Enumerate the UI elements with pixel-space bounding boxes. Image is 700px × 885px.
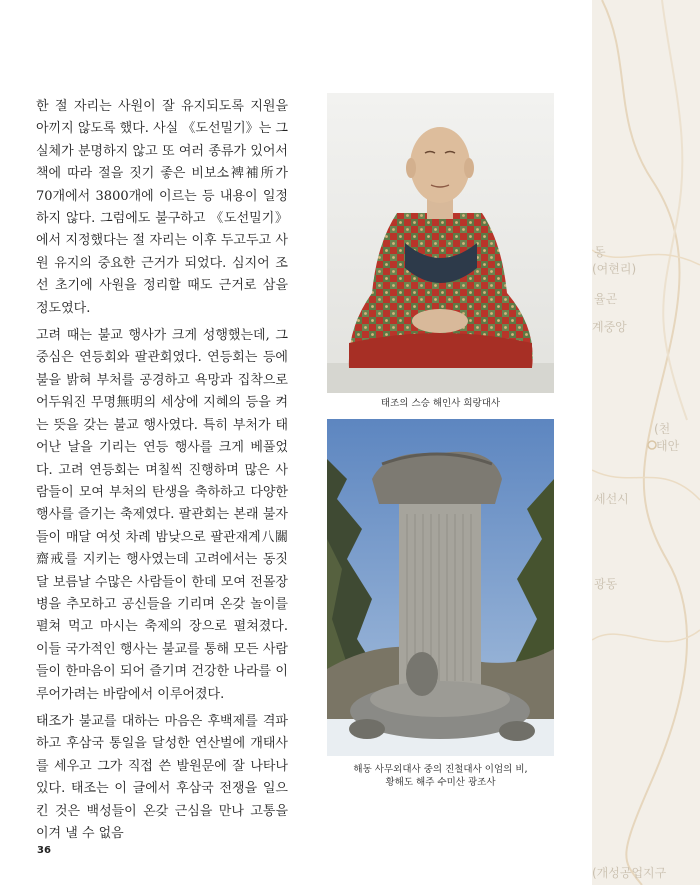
map-label: 태안 <box>656 439 680 453</box>
map-strip <box>592 0 700 885</box>
monk-photo-caption: 태조의 스승 해인사 희랑대사 <box>380 398 501 409</box>
paragraph: 태조가 불교를 대하는 마음은 후백제를 격파하고 후삼국 통일을 달성한 연산벌에 개태사를 세우고 그가 직접 쓴 발원문에 잘 나타나 있다. 태조는 이 글에서 후삼국 전쟁을 일으킨 것은 백성들이 온갖 근심을 만나 고통을 이겨 낼 수 없음 <box>36 713 288 841</box>
map-label: (개성공업지구 <box>592 866 667 880</box>
map-label: (천 <box>654 422 671 436</box>
caption-line: 황해도 해주 수미산 광조사 <box>385 777 496 788</box>
paragraph: 한 절 자리는 사원이 잘 유지되도록 지원을 아끼지 않도록 했다. 사실 《도선밀기》는 그 실체가 분명하지 않고 또 여러 종류가 있어서 책에 따라 절을 짓기 좋은 비보소裨補所가 70개에서 3800개에 이르는 등 내용이 일정하지 않다. 그럼에도 불구하고 《도선밀기》에서 지정했다는 절 자리는 이후 두고두고 사원 유지의 중요한 근거가 되었다. 심지어 조선 초기에 사원을 정리할 때도 근거로 삼을 정도였다. <box>36 99 288 316</box>
paragraph: 고려 때는 불교 행사가 크게 성행했는데, 그 중심은 연등회와 팔관회였다. 연등회는 등에 불을 밝혀 부처를 공경하고 욕망과 집착으로 어두워진 무명無明의 세상에 지혜의 등을 켜는 뜻을 갖는 불교 행사였다. 특히 부처가 태어난 날을 기리는 연등 행사를 크게 베풀었다. 고려 연등회는 며칠씩 진행하며 많은 사람들이 모여 부처의 탄생을 축하하고 다양한 행사를 즐기는 축제였다. 팔관회는 본래 불자들이 매달 여섯 차례 밤낮으로 팔관재계八關齋戒를 지키는 행사였는데 고려에서는 동짓달 보름날 수많은 사람들이 한데 모여 전몰장병을 추모하고 공신들을 기리며 온갖 놀이를 펼쳐 먹고 마시는 축제의 장으로 펼쳐졌다. 이들 국가적인 행사는 불교를 통해 모든 사람들이 한마음이 되어 즐기며 건강한 나라를 이루어가려는 바람에서 이루어졌다. <box>36 328 288 702</box>
caption-line: 해동 사무외대사 중의 진철대사 이엄의 비, <box>353 764 528 775</box>
map-label: 세선시 <box>594 492 629 506</box>
map-label: (여현리) <box>592 262 637 276</box>
map-label: 동 <box>594 245 606 259</box>
stele-photo <box>327 419 554 756</box>
stele-photo-caption <box>327 763 554 789</box>
body-text <box>36 96 288 850</box>
map-lines <box>592 0 700 885</box>
map-label: 율곤 <box>594 292 618 306</box>
page-number: 36 <box>37 845 51 856</box>
monk-statue-photo <box>327 93 554 393</box>
map-label: 계중앙 <box>592 320 627 334</box>
map-label: 광동 <box>594 577 618 591</box>
